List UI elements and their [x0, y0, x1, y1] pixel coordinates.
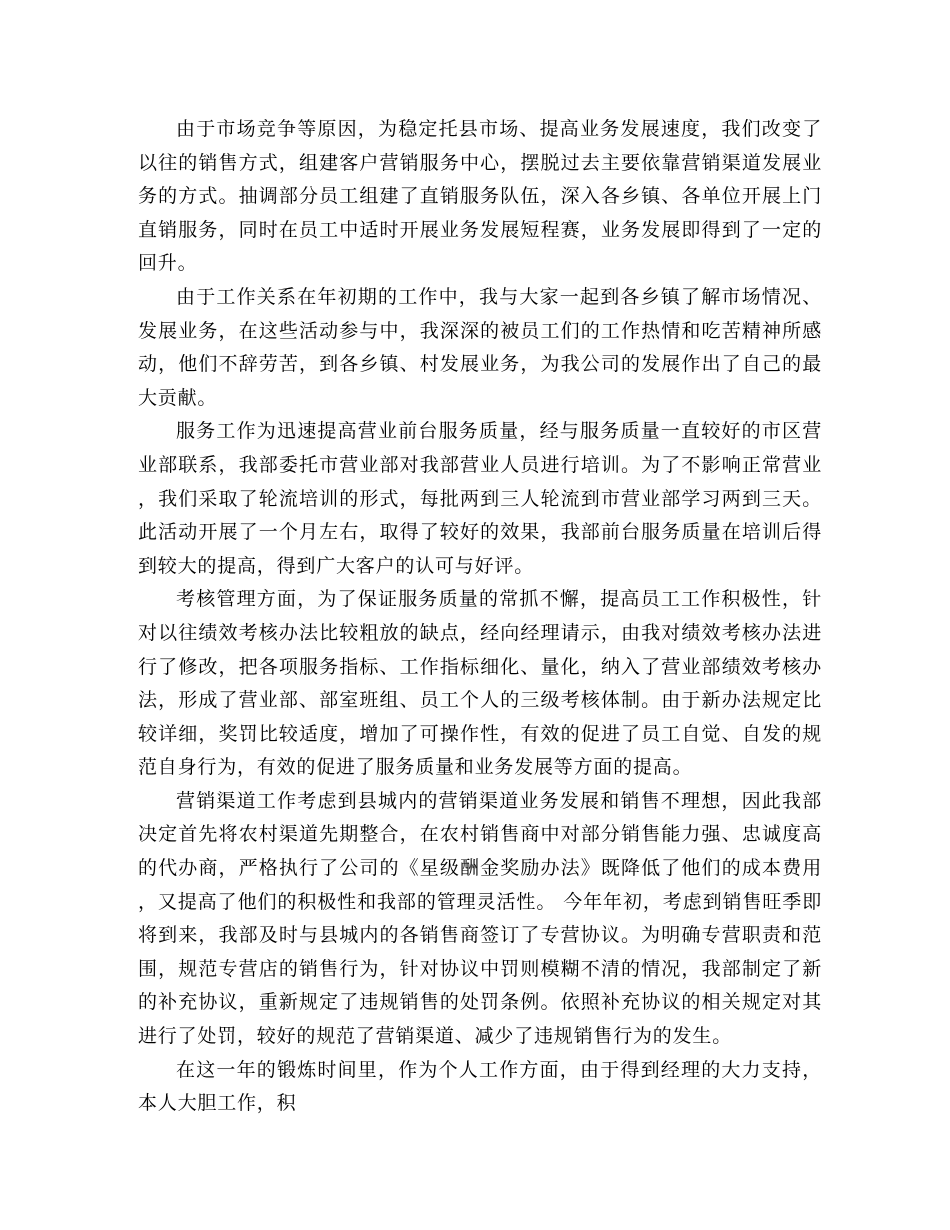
paragraph-marketing-channels: 营销渠道工作考虑到县城内的营销渠道业务发展和销售不理想，因此我部决定首先将农村渠道先期整合，在农村销售商中对部分销售能力强、忠诚度高的代办商，严格执行了公司的《星级酬金奖励办法》既降低了他们的成本费用，又提高了他们的积极性和我部的管理灵活性。 今年年初，考虑到销售旺季即将到来，我部及时与县城内的各销售商签订了专营协议。为明确专营职责和范围，规范专营店的销售行为，针对协议中罚则模糊不清的情况，我部制定了新的补充协议，重新规定了违规销售的处罚条例。依照补充协议的相关规定对其进行了处罚，较好的规范了营销渠道、减少了违规销售行为的发生。 — [138, 789, 822, 1048]
paragraph-assessment-management: 考核管理方面，为了保证服务质量的常抓不懈，提高员工工作积极性，针对以往绩效考核办法比较粗放的缺点，经向经理请示，由我对绩效考核办法进行了修改，把各项服务指标、工作指标细化、量化，纳入了营业部绩效考核办法，形成了营业部、部室班组、员工个人的三级考核体制。由于新办法规定比较详细，奖罚比较适度，增加了可操作性，有效的促进了员工自觉、自发的规范自身行为，有效的促进了服务质量和业务发展等方面的提高。 — [138, 588, 822, 779]
paragraph-market-competition: 由于市场竞争等原因，为稳定托县市场、提高业务发展速度，我们改变了以往的销售方式，组建客户营销服务中心，摆脱过去主要依靠营销渠道发展业务的方式。抽调部分员工组建了直销服务队伍，深入各乡镇、各单位开展上门直销服务，同时在员工中适时开展业务发展短程赛，业务发展即得到了一定的回升。 — [138, 118, 822, 275]
paragraph-early-year-work: 由于工作关系在年初期的工作中，我与大家一起到各乡镇了解市场情况、发展业务，在这些活动参与中，我深深的被员工们的工作热情和吃苦精神所感动，他们不辞劳苦，到各乡镇、村发展业务，为我公司的发展作出了自己的最大贡献。 — [138, 285, 822, 409]
paragraph-personal-work: 在这一年的锻炼时间里，作为个人工作方面，由于得到经理的大力支持，本人大胆工作，积 — [138, 1058, 822, 1115]
document-body — [138, 113, 822, 1121]
paragraph-service-work: 服务工作为迅速提高营业前台服务质量，经与服务质量一直较好的市区营业部联系，我部委托市营业部对我部营业人员进行培训。为了不影响正常营业，我们采取了轮流培训的形式，每批两到三人轮流到市营业部学习两到三天。此活动开展了一个月左右，取得了较好的效果，我部前台服务质量在培训后得到较大的提高，得到广大客户的认可与好评。 — [138, 420, 822, 577]
